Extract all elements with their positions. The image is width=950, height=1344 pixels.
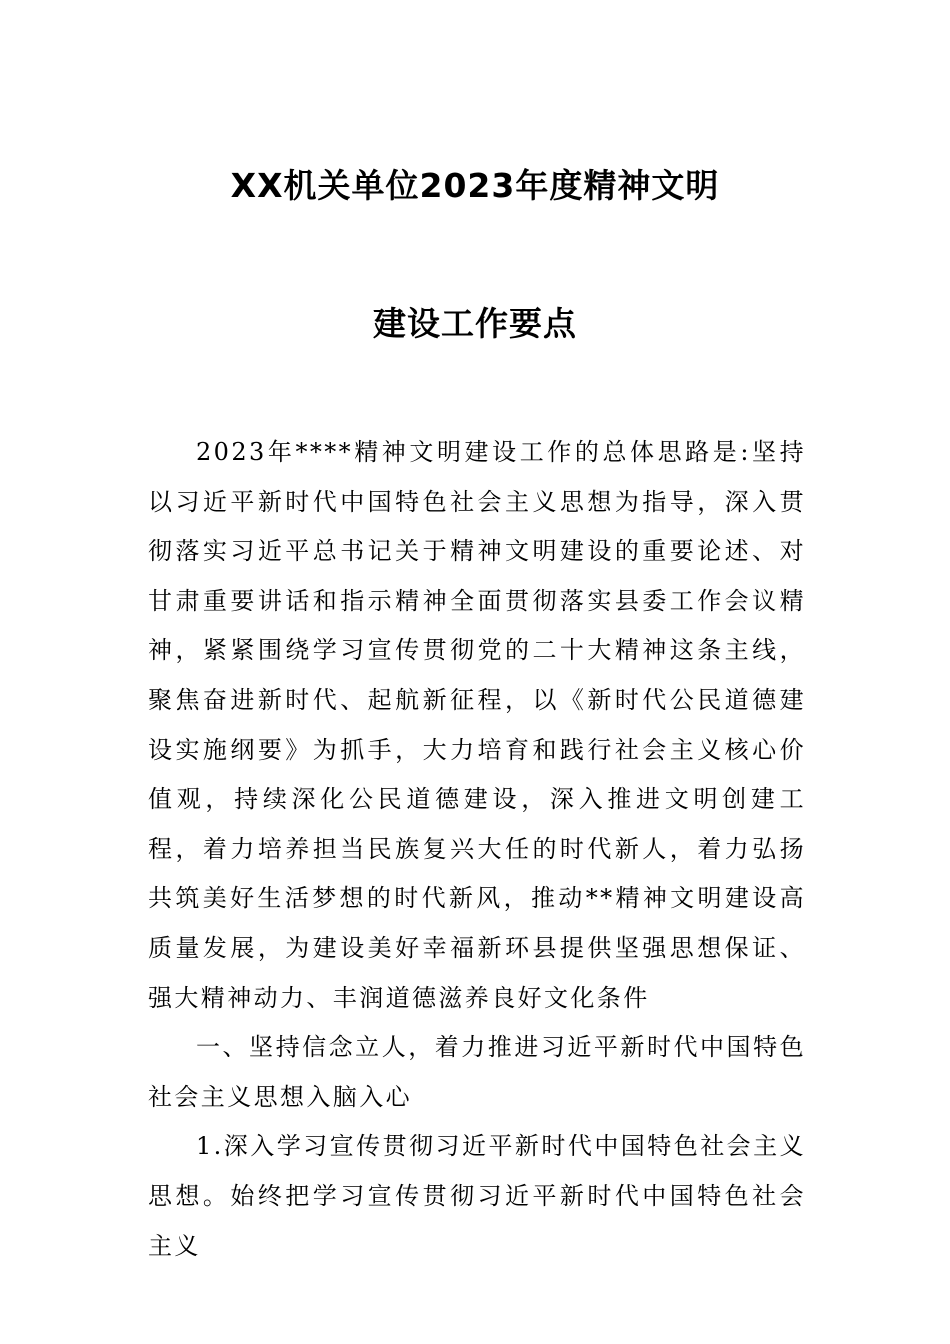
document-body [148, 428, 806, 1271]
document-title-line-2: 建设工作要点 [373, 304, 577, 343]
paragraph-overview: 2023年****精神文明建设工作的总体思路是:坚持以习近平新时代中国特色社会主义思想为指导，深入贯彻落实习近平总书记关于精神文明建设的重要论述、对甘肃重要讲话和指示精神全面贯彻落实县委工作会议精神，紧紧围绕学习宣传贯彻党的二十大精神这条主线，聚焦奋进新时代、起航新征程，以《新时代公民道德建设实施纲要》为抓手，大力培育和践行社会主义核心价值观，持续深化公民道德建设，深入推进文明创建工程，着力培养担当民族复兴大任的时代新人，着力弘扬共筑美好生活梦想的时代新风，推动**精神文明建设高质量发展，为建设美好幸福新环县提供坚强思想保证、强大精神动力、丰润道德滋养良好文化条件 [148, 438, 806, 1012]
document-title-line-1: XX机关单位2023年度精神文明 [230, 166, 720, 205]
paragraph-item-1: 1.深入学习宣传贯彻习近平新时代中国特色社会主义思想。始终把学习宣传贯彻习近平新时代中国特色社会主义 [148, 1132, 806, 1260]
section-heading-1: 一、坚持信念立人，着力推进习近平新时代中国特色社会主义思想入脑入心 [148, 1033, 806, 1111]
